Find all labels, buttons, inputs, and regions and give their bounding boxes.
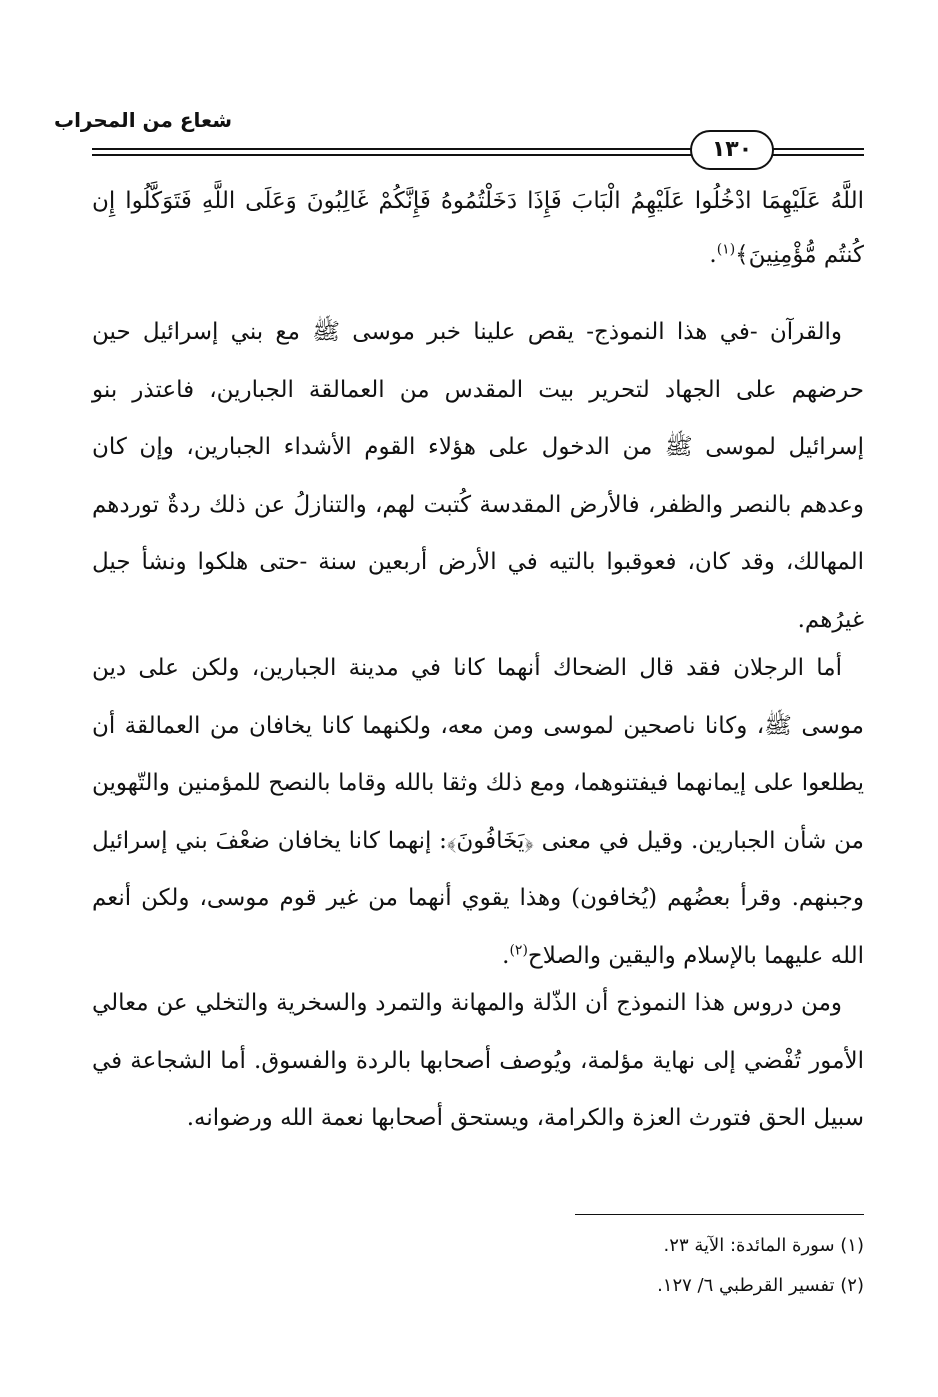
- paragraph-2-text: أما الرجلان فقد قال الضحاك أنهما كانا في مدينة الجبارين، ولكن على دين موسى ﷺ، وكانا ناصحين لموسى ومن معه، ولكنهما كانا يخافان من العمالقة أن يطلعوا على إيمانهما فيفتنوهما، ومع ذلك وثقا بالله وقاما بالنصح للمؤمنين والتّهوين من شأن الجبارين. وقيل في معنى ﴿يَخَافُونَ﴾: إنهما كانا يخافان ضعْفَ بني إسرائيل وجبنهم. وقرأ بعضُهم (يُخافون) وهذا يقوي أنهما من غير قوم موسى، ولكن أنعم الله عليهما بالإسلام واليقين والصلاح: [92, 655, 864, 969]
- paragraph-2-end: .: [502, 942, 510, 969]
- footnote-ref-2: (٢): [509, 941, 528, 958]
- verse-end-punct: .: [709, 242, 717, 268]
- paragraph-3: [92, 975, 864, 1148]
- running-header-title: شعاع من المحراب: [53, 108, 232, 132]
- footnotes-section: [92, 1226, 864, 1306]
- footnote-2: (٢) تفسير القرطبي ٦/ ١٢٧.: [657, 1275, 864, 1296]
- quran-verse-text: اللَّهُ عَلَيْهِمَا ادْخُلُوا عَلَيْهِمُ الْبَابَ فَإِذَا دَخَلْتُمُوهُ فَإِنَّكُمْ غَالِبُونَ وَعَلَى اللَّهِ فَتَوَكَّلُوا إِن كُنتُم مُّؤْمِنِينَ﴾: [92, 188, 864, 268]
- paragraph-2: [92, 640, 864, 985]
- quran-verse-block: [92, 174, 864, 282]
- paragraph-3-text: ومن دروس هذا النموذج أن الذّلة والمهانة والتمرد والسخرية والتخلي عن معالي الأمور تُفْضي إلى نهاية مؤلمة، ويُوصف أصحابها بالردة والفسوق. أما الشجاعة في سبيل الحق فتورث العزة والكرامة، ويستحق أصحابها نعمة الله ورضوانه.: [92, 990, 864, 1131]
- footnote-ref-1: (١): [716, 241, 736, 258]
- page-number-badge: ١٣٠: [690, 130, 774, 170]
- footnote-separator: [575, 1214, 864, 1215]
- paragraph-1-text: والقرآن -في هذا النموذج- يقص علينا خبر موسى ﷺ مع بني إسرائيل حين حرضهم على الجهاد لتحرير بيت المقدس من العمالقة الجبارين، فاعتذر بنو إسرائيل لموسى ﷺ من الدخول على هؤلاء القوم الأشداء الجبارين، وإن كان وعدهم بالنصر والظفر، فالأرض المقدسة كُتبت لهم، والتنازلُ عن ذلك ردةٌ توردهم المهالك، وقد كان، فعوقبوا بالتيه في الأرض أربعين سنة -حتى هلكوا ونشأ جيل غيرُهم.: [92, 319, 864, 633]
- paragraph-1: [92, 304, 864, 649]
- footnote-1: (١) سورة المائدة: الآية ٢٣.: [663, 1235, 864, 1256]
